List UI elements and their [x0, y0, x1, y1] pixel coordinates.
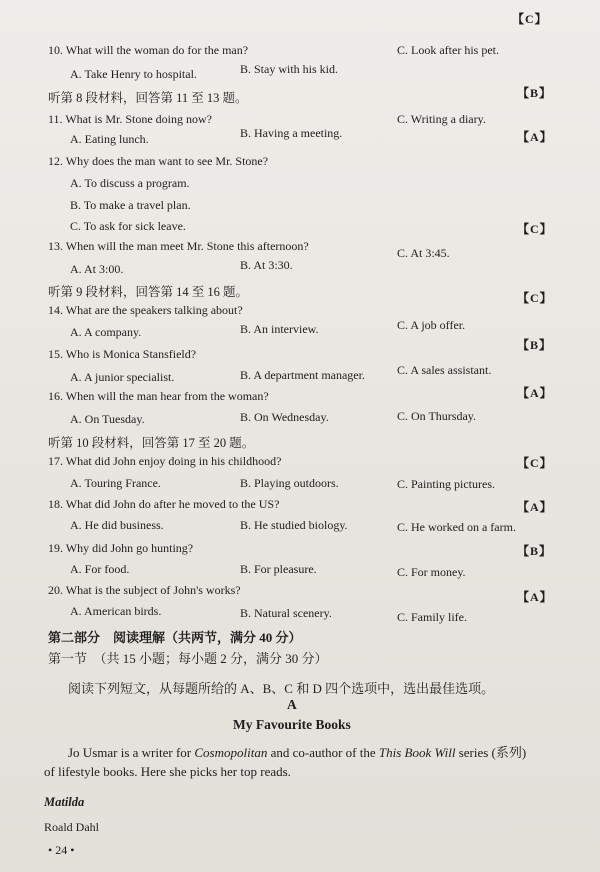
reading-instruction: 阅读下列短文，从每题所给的 A、B、C 和 D 四个选项中，选出最佳选项。	[68, 681, 495, 696]
option-text: B. A department manager.	[240, 368, 365, 382]
top-answer-mark: 【C】	[512, 12, 548, 26]
option-text: C. Painting pictures.	[397, 477, 495, 491]
option-text: B. Stay with his kid.	[240, 62, 339, 76]
question-text: 12. Why does the man want to see Mr. Stone?	[48, 154, 269, 168]
question-text: 13. When will the man meet Mr. Stone this afternoon?	[48, 239, 309, 253]
option-text: C. Look after his pet.	[397, 43, 499, 57]
answer-mark: 【B】	[517, 338, 553, 352]
answer-mark: 【A】	[517, 386, 553, 400]
question-text: 20. What is the subject of John's works?	[48, 583, 241, 597]
answer-mark: 【B】	[517, 544, 553, 558]
series-name: This Book Will	[378, 745, 456, 760]
question-text: 11. What is Mr. Stone doing now?	[48, 112, 212, 126]
question-text: 16. When will the man hear from the woman?	[48, 389, 269, 403]
option-text: B. Natural scenery.	[240, 606, 332, 620]
option-text: A. Touring France.	[70, 476, 161, 490]
book-title: Matilda	[44, 795, 85, 809]
option-text: C. On Thursday.	[397, 409, 476, 423]
intro-pre: Jo Usmar is a writer for	[68, 745, 195, 760]
answer-mark: 【C】	[517, 291, 553, 305]
option-text: B. He studied biology.	[240, 518, 348, 532]
option-text: C. Writing a diary.	[397, 112, 486, 126]
option-text: A. He did business.	[70, 518, 164, 532]
option-text: C. To ask for sick leave.	[70, 219, 186, 233]
option-text: B. Having a meeting.	[240, 126, 343, 140]
option-text: C. For money.	[397, 565, 466, 579]
question-text: 17. What did John enjoy doing in his childhood?	[48, 454, 282, 468]
option-text: A. A company.	[70, 325, 142, 339]
answer-mark: 【B】	[517, 86, 553, 100]
section-heading: 听第 8 段材料，回答第 11 至 13 题。	[48, 91, 248, 105]
option-text: B. Playing outdoors.	[240, 476, 339, 490]
section1-title: 第一节 （共 15 小题；每小题 2 分，满分 30 分）	[48, 651, 328, 666]
option-text: A. Eating lunch.	[70, 132, 149, 146]
part2-title: 第二部分 阅读理解（共两节，满分 40 分）	[48, 630, 302, 645]
intro-mid: and co-author of the	[267, 745, 379, 760]
passage-title: My Favourite Books	[233, 717, 351, 732]
question-text: 15. Who is Monica Stansfield?	[48, 347, 197, 361]
magazine-name: Cosmopolitan	[194, 745, 268, 760]
option-text: B. To make a travel plan.	[70, 198, 191, 212]
option-text: B. On Wednesday.	[240, 410, 329, 424]
answer-mark: 【C】	[517, 456, 553, 470]
option-text: A. A junior specialist.	[70, 370, 175, 384]
passage-intro-line1	[68, 742, 526, 761]
option-text: A. For food.	[70, 562, 130, 576]
passage-letter: A	[287, 697, 297, 712]
option-text: C. He worked on a farm.	[397, 520, 516, 534]
question-text: 19. Why did John go hunting?	[48, 541, 194, 555]
option-text: A. Take Henry to hospital.	[70, 67, 197, 81]
section-heading: 听第 10 段材料，回答第 17 至 20 题。	[48, 436, 255, 450]
option-text: C. At 3:45.	[397, 246, 450, 260]
section-heading: 听第 9 段材料，回答第 14 至 16 题。	[48, 285, 249, 299]
answer-mark: 【A】	[517, 130, 553, 144]
option-text: A. At 3:00.	[70, 262, 124, 276]
option-text: A. To discuss a program.	[70, 176, 190, 190]
option-text: A. On Tuesday.	[70, 412, 145, 426]
answer-mark: 【A】	[517, 500, 553, 514]
question-text: 14. What are the speakers talking about?	[48, 303, 243, 317]
option-text: B. For pleasure.	[240, 562, 317, 576]
option-text: C. A sales assistant.	[397, 363, 492, 377]
option-text: B. At 3:30.	[240, 258, 293, 272]
passage-intro-line2: of lifestyle books. Here she picks her top reads.	[44, 764, 291, 779]
option-text: C. A job offer.	[397, 318, 466, 332]
answer-mark: 【A】	[517, 590, 553, 604]
option-text: C. Family life.	[397, 610, 467, 624]
option-text: A. American birds.	[70, 604, 162, 618]
intro-post: series (系列)	[455, 745, 527, 760]
book-author: Roald Dahl	[44, 820, 99, 834]
question-text: 18. What did John do after he moved to the US?	[48, 497, 280, 511]
page-number: • 24 •	[48, 843, 75, 857]
option-text: B. An interview.	[240, 322, 319, 336]
answer-mark: 【C】	[517, 222, 553, 236]
question-text: 10. What will the woman do for the man?	[48, 43, 249, 57]
